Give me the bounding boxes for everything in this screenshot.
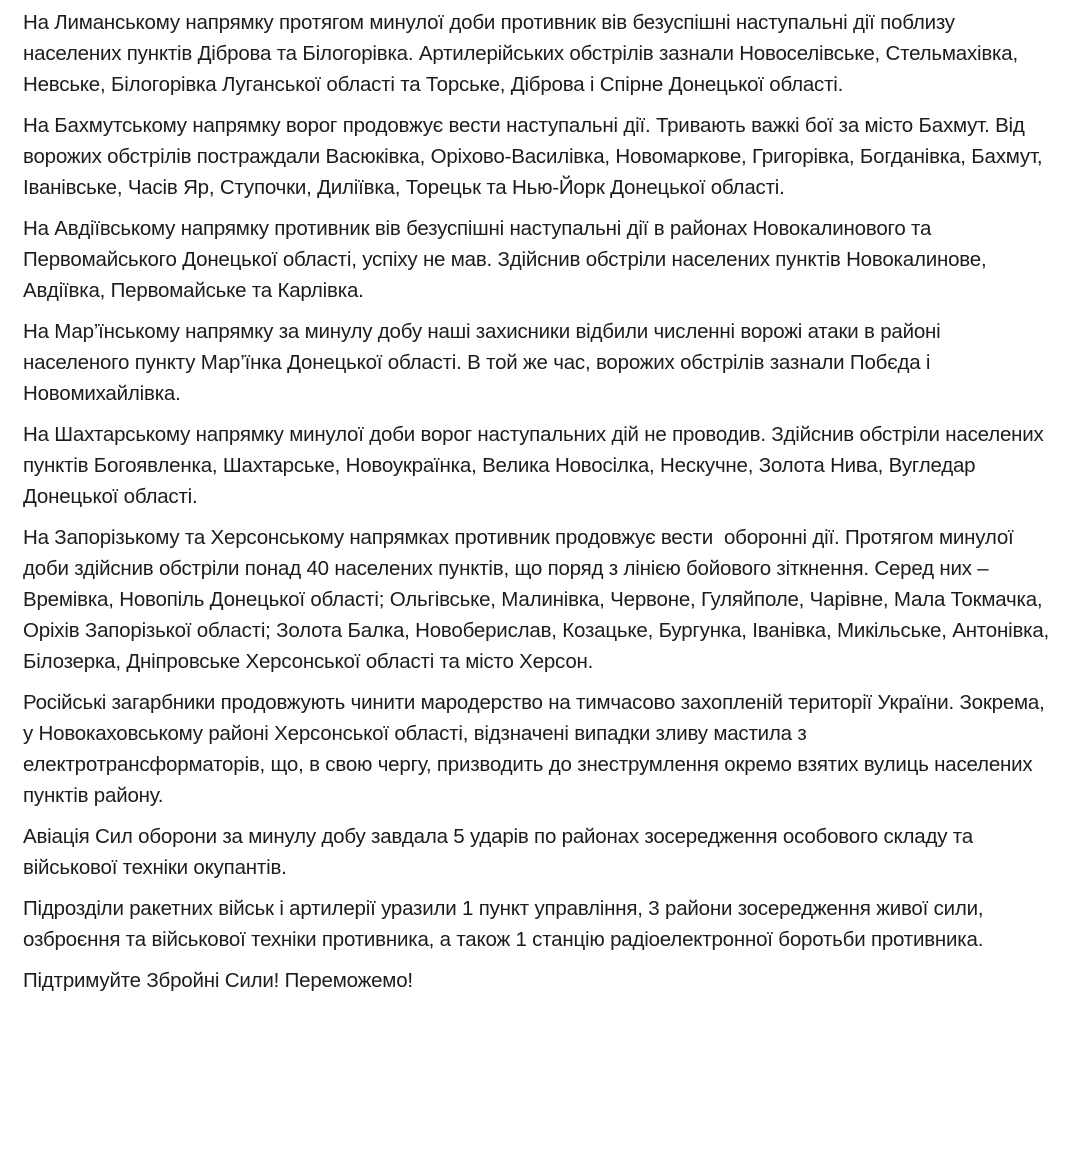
report-paragraph-shakhtarsk: На Шахтарському напрямку минулої доби ворог наступальних дій не проводив. Здійснив обстріли населених пунктів Богоявленка, Шахтарське, Новоукраїнка, Велика Новосілка, Нескучне, Золота Нива, Вугледар Донецької області. (23, 423, 1050, 508)
report-paragraph-avdiivka: На Авдіївському напрямку противник вів безуспішні наступальні дії в районах Новокалинового та Первомайського Донецької області, успіху не мав. Здійснив обстріли населених пунктів Новокалинове, Авдіївка, Первомайське та Карлівка. (23, 217, 992, 302)
report-paragraph-aviation: Авіація Сил оборони за минулу добу завдала 5 ударів по районах зосередження особового складу та військової техніки окупантів. (23, 825, 979, 879)
report-paragraph-lyman: На Лиманському напрямку протягом минулої доби противник вів безуспішні наступальні дії поблизу населених пунктів Діброва та Білогорівка. Артилерійських обстрілів зазнали Новоселівське, Стельмахівка, Невське, Білогорівка Луганської області та Торське, Діброва і Спірне Донецької області. (23, 11, 1024, 96)
situation-report (23, 7, 1055, 996)
report-paragraph-support-slogan: Підтримуйте Збройні Сили! Переможемо! (23, 969, 413, 992)
report-paragraph-bakhmut: На Бахмутському напрямку ворог продовжує вести наступальні дії. Тривають важкі бої за місто Бахмут. Від ворожих обстрілів постраждали Васюківка, Оріхово-Василівка, Новомаркове, Григорівка, Богданівка, Бахмут, Іванівське, Часів Яр, Ступочки, Диліївка, Торецьк та Нью-Йорк Донецької області. (23, 114, 1048, 199)
report-paragraph-zaporizhzhia-kherson: На Запорізькому та Херсонському напрямках противник продовжує вести оборонні дії. Протягом минулої доби здійснив обстріли понад 40 населених пунктів, що поряд з лінією бойового зіткнення. Серед них – Времівка, Новопіль Донецької області; Ольгівське, Малинівка, Червоне, Гуляйполе, Чарівне, Мала Токмачка, Оріхів Запорізької області; Золота Балка, Новоберислав, Козацьке, Бургунка, Іванівка, Микільське, Антонівка, Білозерка, Дніпровське Херсонської області та місто Херсон. (23, 526, 1055, 673)
report-paragraph-artillery: Підрозділи ракетних військ і артилерії уразили 1 пункт управління, 3 райони зосередження живої сили, озброєння та військової техніки противника, а також 1 станцію радіоелектронної боротьби противника. (23, 897, 989, 951)
report-paragraph-looting: Російські загарбники продовжують чинити мародерство на тимчасово захопленій території України. Зокрема, у Новокаховському районі Херсонської області, відзначені випадки зливу мастила з електротрансформаторів, що, в свою чергу, призводить до знеструмлення окремо взятих вулиць населених пунктів району. (23, 691, 1051, 807)
report-paragraph-marinka: На Мар’їнському напрямку за минулу добу наші захисники відбили численні ворожі атаки в районі населеного пункту Мар’їнка Донецької області. В той же час, ворожих обстрілів зазнали Побєда і Новомихайлівка. (23, 320, 947, 405)
